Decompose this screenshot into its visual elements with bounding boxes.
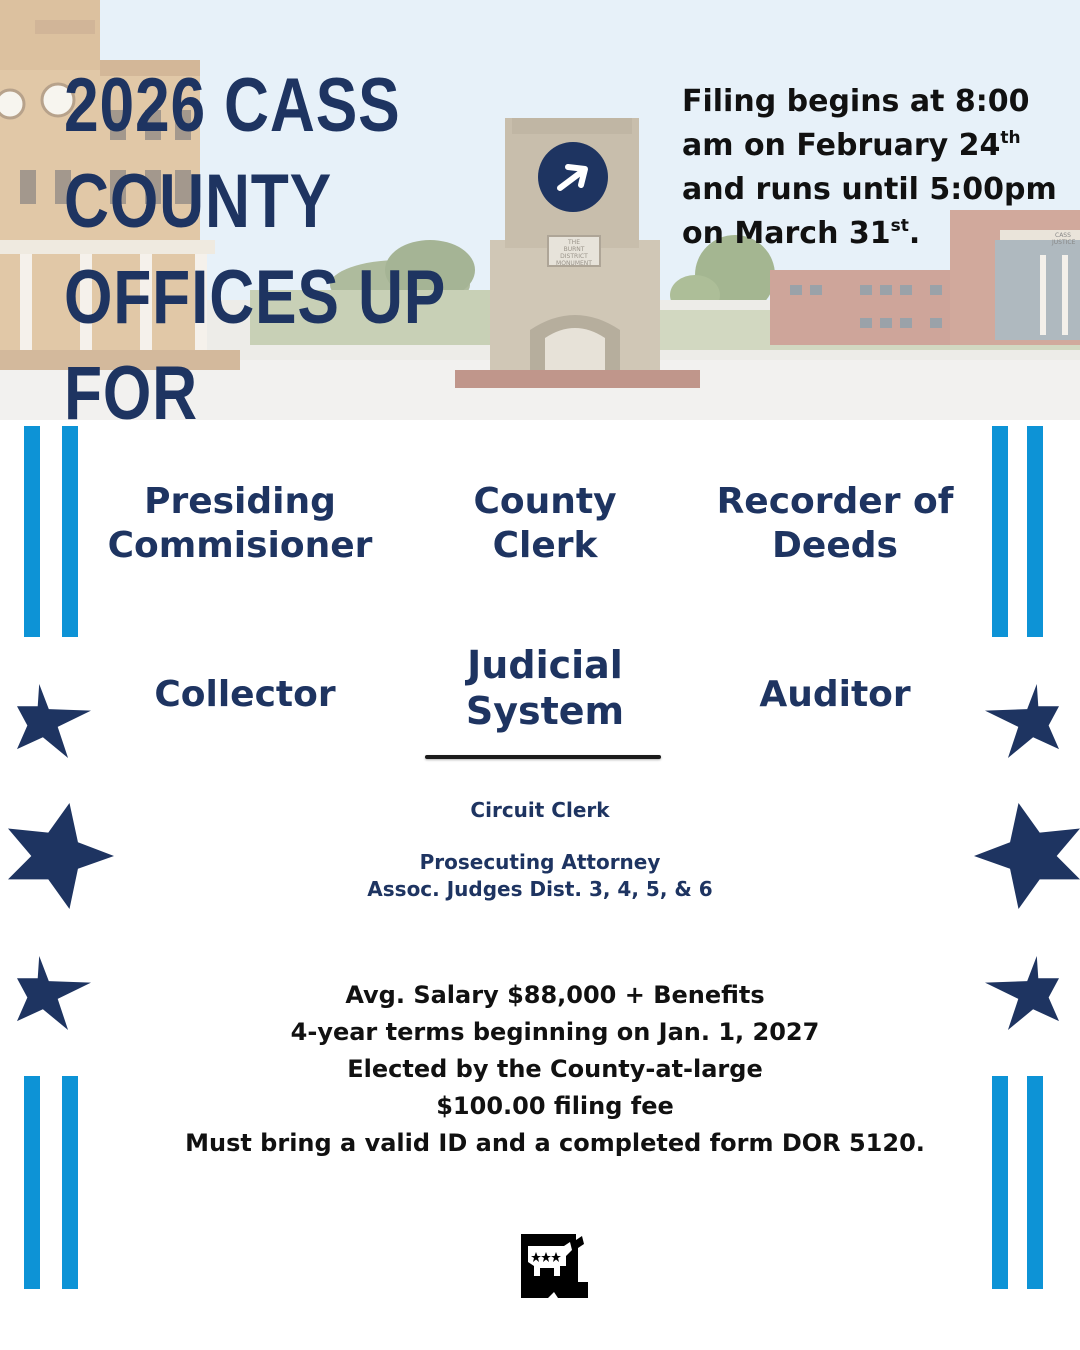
office-presiding-commissioner xyxy=(80,480,400,568)
svg-text:JUSTICE: JUSTICE xyxy=(1052,239,1076,246)
right-stripe xyxy=(1027,1076,1043,1289)
detail-filing-fee: $100.00 filing fee xyxy=(436,1092,674,1120)
office-collector xyxy=(110,673,380,717)
office-line: System xyxy=(465,689,625,733)
office-line: County xyxy=(473,481,617,522)
hero-banner xyxy=(0,0,1080,420)
ordinal-suffix: st xyxy=(890,216,909,236)
detail-salary: Avg. Salary $88,000 + Benefits xyxy=(345,981,765,1009)
democratic-donkey-county-logo xyxy=(518,1232,592,1300)
svg-text:DISTRICT: DISTRICT xyxy=(560,253,588,260)
title-line: OFFICES UP FOR xyxy=(64,255,446,420)
ordinal-suffix: th xyxy=(1000,128,1021,148)
office-line: Collector xyxy=(154,674,336,715)
office-recorder-of-deeds xyxy=(690,480,980,568)
filing-period: . xyxy=(908,216,921,251)
office-county-clerk xyxy=(420,480,670,568)
office-line: Presiding xyxy=(144,481,336,522)
left-stripe xyxy=(62,1076,78,1289)
star-icon xyxy=(984,684,1060,758)
detail-requirements: Must bring a valid ID and a completed form DOR 5120. xyxy=(185,1129,925,1157)
star-icon xyxy=(16,956,92,1030)
office-line: Clerk xyxy=(492,525,598,566)
office-line: Recorder of xyxy=(716,481,954,522)
judicial-office-circuit-clerk: Circuit Clerk xyxy=(470,798,610,822)
svg-text:BURNT: BURNT xyxy=(563,246,585,253)
judicial-divider xyxy=(425,755,661,759)
right-stripe xyxy=(992,426,1008,637)
office-auditor xyxy=(700,673,970,717)
office-judicial-system xyxy=(420,642,670,734)
left-stripe xyxy=(62,426,78,637)
filing-line: am on February 24 xyxy=(682,128,1001,163)
filing-line: Filing begins at 8:00 xyxy=(682,84,1030,119)
page-title xyxy=(64,58,507,420)
svg-text:MONUMENT: MONUMENT xyxy=(556,260,592,267)
svg-text:CASS: CASS xyxy=(1055,232,1071,239)
left-stripe xyxy=(24,426,40,637)
office-line: Deeds xyxy=(772,525,898,566)
judicial-office-associate-judges: Assoc. Judges Dist. 3, 4, 5, & 6 xyxy=(367,877,713,901)
detail-term: 4-year terms beginning on Jan. 1, 2027 xyxy=(290,1018,820,1046)
svg-text:THE: THE xyxy=(568,239,580,246)
office-line: Judicial xyxy=(467,643,623,687)
star-icon xyxy=(984,956,1060,1030)
right-stripe xyxy=(992,1076,1008,1289)
star-icon xyxy=(16,684,92,758)
arrow-up-right-icon xyxy=(538,142,608,212)
office-line: Commisioner xyxy=(107,525,373,566)
star-icon xyxy=(974,800,1080,912)
filing-dates xyxy=(682,80,1062,256)
filing-line: on March 31 xyxy=(682,216,891,251)
title-line: 2026 CASS COUNTY xyxy=(64,63,401,244)
right-stripe xyxy=(1027,426,1043,637)
star-icon xyxy=(8,800,114,912)
left-stripe xyxy=(24,1076,40,1289)
filing-line: and runs until 5:00pm xyxy=(682,172,1057,207)
judicial-office-prosecuting-attorney: Prosecuting Attorney xyxy=(419,850,661,874)
office-line: Auditor xyxy=(759,674,911,715)
detail-election: Elected by the County-at-large xyxy=(347,1055,763,1083)
